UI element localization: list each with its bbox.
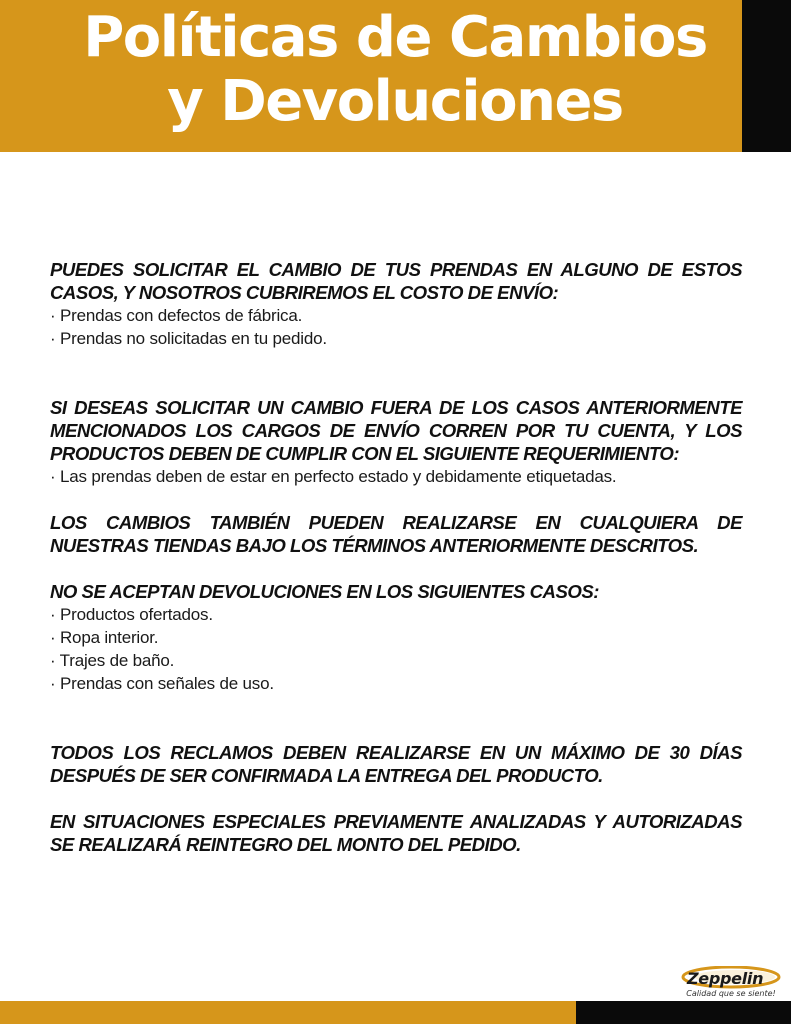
logo-brand-text: Zeppelin [687,969,764,988]
section-store-exchange [50,511,742,557]
section-refund [50,810,742,856]
section-heading: LOS CAMBIOS TAMBIÉN PUEDEN REALIZARSE EN CUALQUIERA DE NUESTRAS TIENDAS BAJO LOS TÉRMINOS ANTERIORMENTE DESCRITOS. [50,512,742,556]
footer-black-bar [576,1001,791,1024]
logo-tagline: Calidad que se siente! [686,989,776,998]
section-claims-deadline [50,741,742,787]
list-item: · Trajes de baño. [50,651,175,670]
section-heading: EN SITUACIONES ESPECIALES PREVIAMENTE ANALIZADAS Y AUTORIZADAS SE REALIZARÁ REINTEGRO DEL MONTO DEL PEDIDO. [50,811,742,855]
section-paid-exchange [50,396,742,488]
page-title-line-2: y Devoluciones [167,69,623,134]
footer-gold-bar [0,1001,576,1024]
policy-content [50,258,742,856]
zeppelin-logo [679,966,783,1000]
list-item: · Prendas con defectos de fábrica. [50,306,303,325]
list-item: · Las prendas deben de estar en perfecto estado y debidamente etiquetadas. [50,467,617,486]
section-free-exchange [50,258,742,350]
section-heading: TODOS LOS RECLAMOS DEBEN REALIZARSE EN UN MÁXIMO DE 30 DÍAS DESPUÉS DE SER CONFIRMADA LA ENTREGA DEL PRODUCTO. [50,742,742,786]
list-item: · Prendas con señales de uso. [50,674,274,693]
page-title [0,6,790,134]
page-title-line-1: Políticas de Cambios [83,5,707,70]
list-item: · Prendas no solicitadas en tu pedido. [50,329,327,348]
section-heading: NO SE ACEPTAN DEVOLUCIONES EN LOS SIGUIENTES CASOS: [50,581,599,602]
list-item: · Ropa interior. [50,628,159,647]
section-no-returns [50,580,742,695]
section-heading: SI DESEAS SOLICITAR UN CAMBIO FUERA DE LOS CASOS ANTERIORMENTE MENCIONADOS LOS CARGOS DE ENVÍO CORREN POR TU CUENTA, Y LOS PRODUCTOS DEBEN DE CUMPLIR CON EL SIGUIENTE REQUERIMIENTO: [50,397,742,464]
list-item: · Productos ofertados. [50,605,213,624]
section-heading: PUEDES SOLICITAR EL CAMBIO DE TUS PRENDAS EN ALGUNO DE ESTOS CASOS, Y NOSOTROS CUBRIREMOS EL COSTO DE ENVÍO: [50,259,742,303]
